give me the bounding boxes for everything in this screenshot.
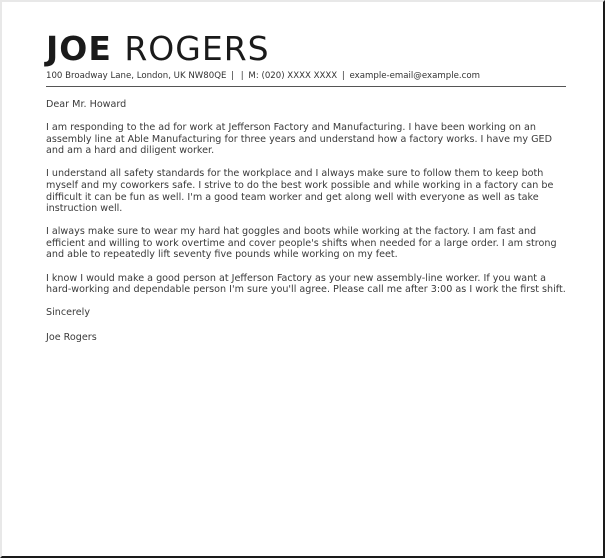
cover-letter: [46, 30, 566, 355]
signature: Joe Rogers: [46, 331, 97, 343]
separator: |: [231, 71, 235, 81]
email: example-email@example.com: [349, 71, 480, 81]
closing: Sincerely: [46, 307, 90, 319]
paragraph-3: I always make sure to wear my hard hat goggles and boots while working at the factory. I am fast and efficient and willing to work overtime and cover people's shifts when needed for a large order. I am strong and able to repeatedly lift seventy five pounds while working on my feet.: [46, 226, 557, 261]
phone: M: (020) XXXX XXXX: [248, 71, 338, 81]
first-name: JOE: [46, 29, 112, 68]
letter-body: [46, 99, 566, 343]
paragraph-2: I understand all safety standards for the workplace and I always make sure to follow them to keep both myself and my coworkers safe. I strive to do the best work possible and while working in a factory can be difficult it can be fun as well. I'm a good team worker and get along well with everyone as well as take instruction well.: [46, 168, 554, 215]
last-name: ROGERS: [124, 29, 270, 68]
separator: |: [240, 71, 244, 81]
paragraph-4: I know I would make a good person at Jefferson Factory as your new assembly-line worker. If you want a hard-working and dependable person I'm sure you'll agree. Please call me after 3:00 as I work the first shift.: [46, 272, 566, 296]
contact-line: [46, 70, 566, 87]
applicant-name: [46, 30, 566, 68]
separator: |: [341, 71, 345, 81]
paragraph-1: I am responding to the ad for work at Jefferson Factory and Manufacturing. I have been working on an assembly line at Able Manufacturing for three years and understand how a factory works. I have my GED and am a hard and diligent worker.: [46, 122, 552, 157]
salutation: Dear Mr. Howard: [46, 99, 127, 110]
address: 100 Broadway Lane, London, UK NW80QE: [46, 71, 227, 81]
